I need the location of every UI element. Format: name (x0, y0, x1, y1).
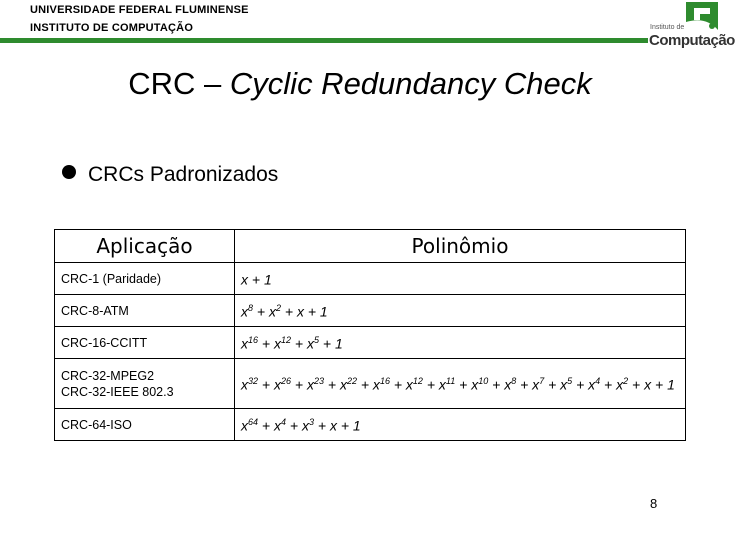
polynomial-term: + x (600, 376, 624, 393)
polynomial-term: + x (455, 376, 479, 393)
logo-small-text: Instituto de (650, 24, 685, 31)
polynomial-cell (235, 327, 686, 359)
polynomial-term: x (241, 376, 248, 393)
bullet-item (62, 163, 278, 187)
application-name: CRC-64-ISO (61, 417, 132, 432)
polynomial-term: x (241, 335, 248, 352)
polynomial-cell (235, 263, 686, 295)
polynomial-cell (235, 295, 686, 327)
page-number: 8 (650, 496, 658, 511)
title-italic: Cyclic Redundancy Check (229, 66, 592, 101)
polynomial-exponent: 64 (248, 417, 259, 428)
polynomial-term: x (241, 271, 248, 288)
polynomial-exponent: 3 (308, 417, 314, 428)
polynomial-term: + x (572, 376, 596, 393)
institute-name: INSTITUTO DE COMPUTAÇÃO (30, 22, 194, 34)
polynomial-term: + x + 1 (313, 417, 361, 434)
polynomial-exponent: 5 (567, 376, 573, 387)
polynomial-exponent: 2 (623, 376, 629, 387)
polynomial-exponent: 8 (511, 376, 517, 387)
polynomial-exponent: 26 (280, 376, 291, 387)
polynomial-term: + x (258, 417, 281, 434)
polynomial-term: + 1 (318, 335, 343, 352)
polynomial-term: + x (422, 376, 446, 393)
polynomial-term: x (241, 417, 248, 434)
application-cell (55, 295, 235, 327)
application-name: CRC-32-MPEG2 (61, 368, 155, 383)
institute-logo (648, 0, 735, 50)
polynomial-exponent: 12 (412, 376, 423, 387)
polynomial-term: + x (291, 376, 314, 393)
polynomial-exponent: 4 (595, 376, 601, 387)
polynomial-term: + x (286, 417, 309, 434)
institution-name: UNIVERSIDADE FEDERAL FLUMINENSE (30, 4, 249, 16)
table-row (55, 409, 686, 441)
table-row (55, 263, 686, 295)
application-cell (55, 359, 235, 409)
polynomial-term: + x + 1 (628, 376, 675, 393)
crc-table (54, 229, 686, 441)
polynomial-term: + x (258, 376, 281, 393)
polynomial-term: + x (291, 335, 314, 352)
header-divider-bar (0, 38, 648, 43)
header-polynomial: Polinômio (235, 230, 686, 263)
application-cell (55, 409, 235, 441)
logo-big-text: Computação (649, 32, 735, 49)
polynomial-exponent: 7 (539, 376, 545, 387)
application-name: CRC-8-ATM (61, 303, 129, 318)
table-row (55, 295, 686, 327)
polynomial-exponent: 8 (248, 303, 254, 314)
application-name: CRC-32-IEEE 802.3 (61, 384, 174, 399)
bullet-dot-icon (62, 165, 76, 179)
polynomial-term: x (241, 303, 248, 320)
polynomial-exponent: 16 (248, 335, 259, 346)
polynomial-exponent: 16 (379, 376, 390, 387)
polynomial-term: + x (323, 376, 347, 393)
polynomial-term: + x (258, 335, 281, 352)
polynomial-term: + x + 1 (281, 303, 328, 320)
polynomial-cell (235, 359, 686, 409)
application-name: CRC-16-CCITT (61, 335, 148, 350)
polynomial-exponent: 11 (445, 376, 456, 387)
application-cell (55, 263, 235, 295)
polynomial-term: + 1 (248, 271, 272, 288)
polynomial-term: + x (488, 376, 512, 393)
polynomial-exponent: 2 (275, 303, 281, 314)
polynomial-cell (235, 409, 686, 441)
polynomial-exponent: 10 (478, 376, 489, 387)
polynomial-term: + x (516, 376, 540, 393)
polynomial-exponent: 32 (248, 376, 259, 387)
application-cell (55, 327, 235, 359)
slide-title (0, 66, 720, 102)
bullet-text: CRCs Padronizados (88, 163, 279, 186)
polynomial-exponent: 23 (313, 376, 324, 387)
polynomial-term: + x (356, 376, 380, 393)
table-row (55, 359, 686, 409)
header-application: Aplicação (55, 230, 235, 263)
polynomial-exponent: 22 (346, 376, 357, 387)
polynomial-exponent: 5 (313, 335, 319, 346)
polynomial-term: + x (544, 376, 568, 393)
polynomial-exponent: 12 (280, 335, 291, 346)
application-name: CRC-1 (Paridade) (61, 271, 162, 286)
table-row (55, 327, 686, 359)
polynomial-term: + x (253, 303, 276, 320)
polynomial-term: + x (389, 376, 413, 393)
polynomial-exponent: 4 (280, 417, 286, 428)
title-plain: CRC – (128, 66, 230, 101)
